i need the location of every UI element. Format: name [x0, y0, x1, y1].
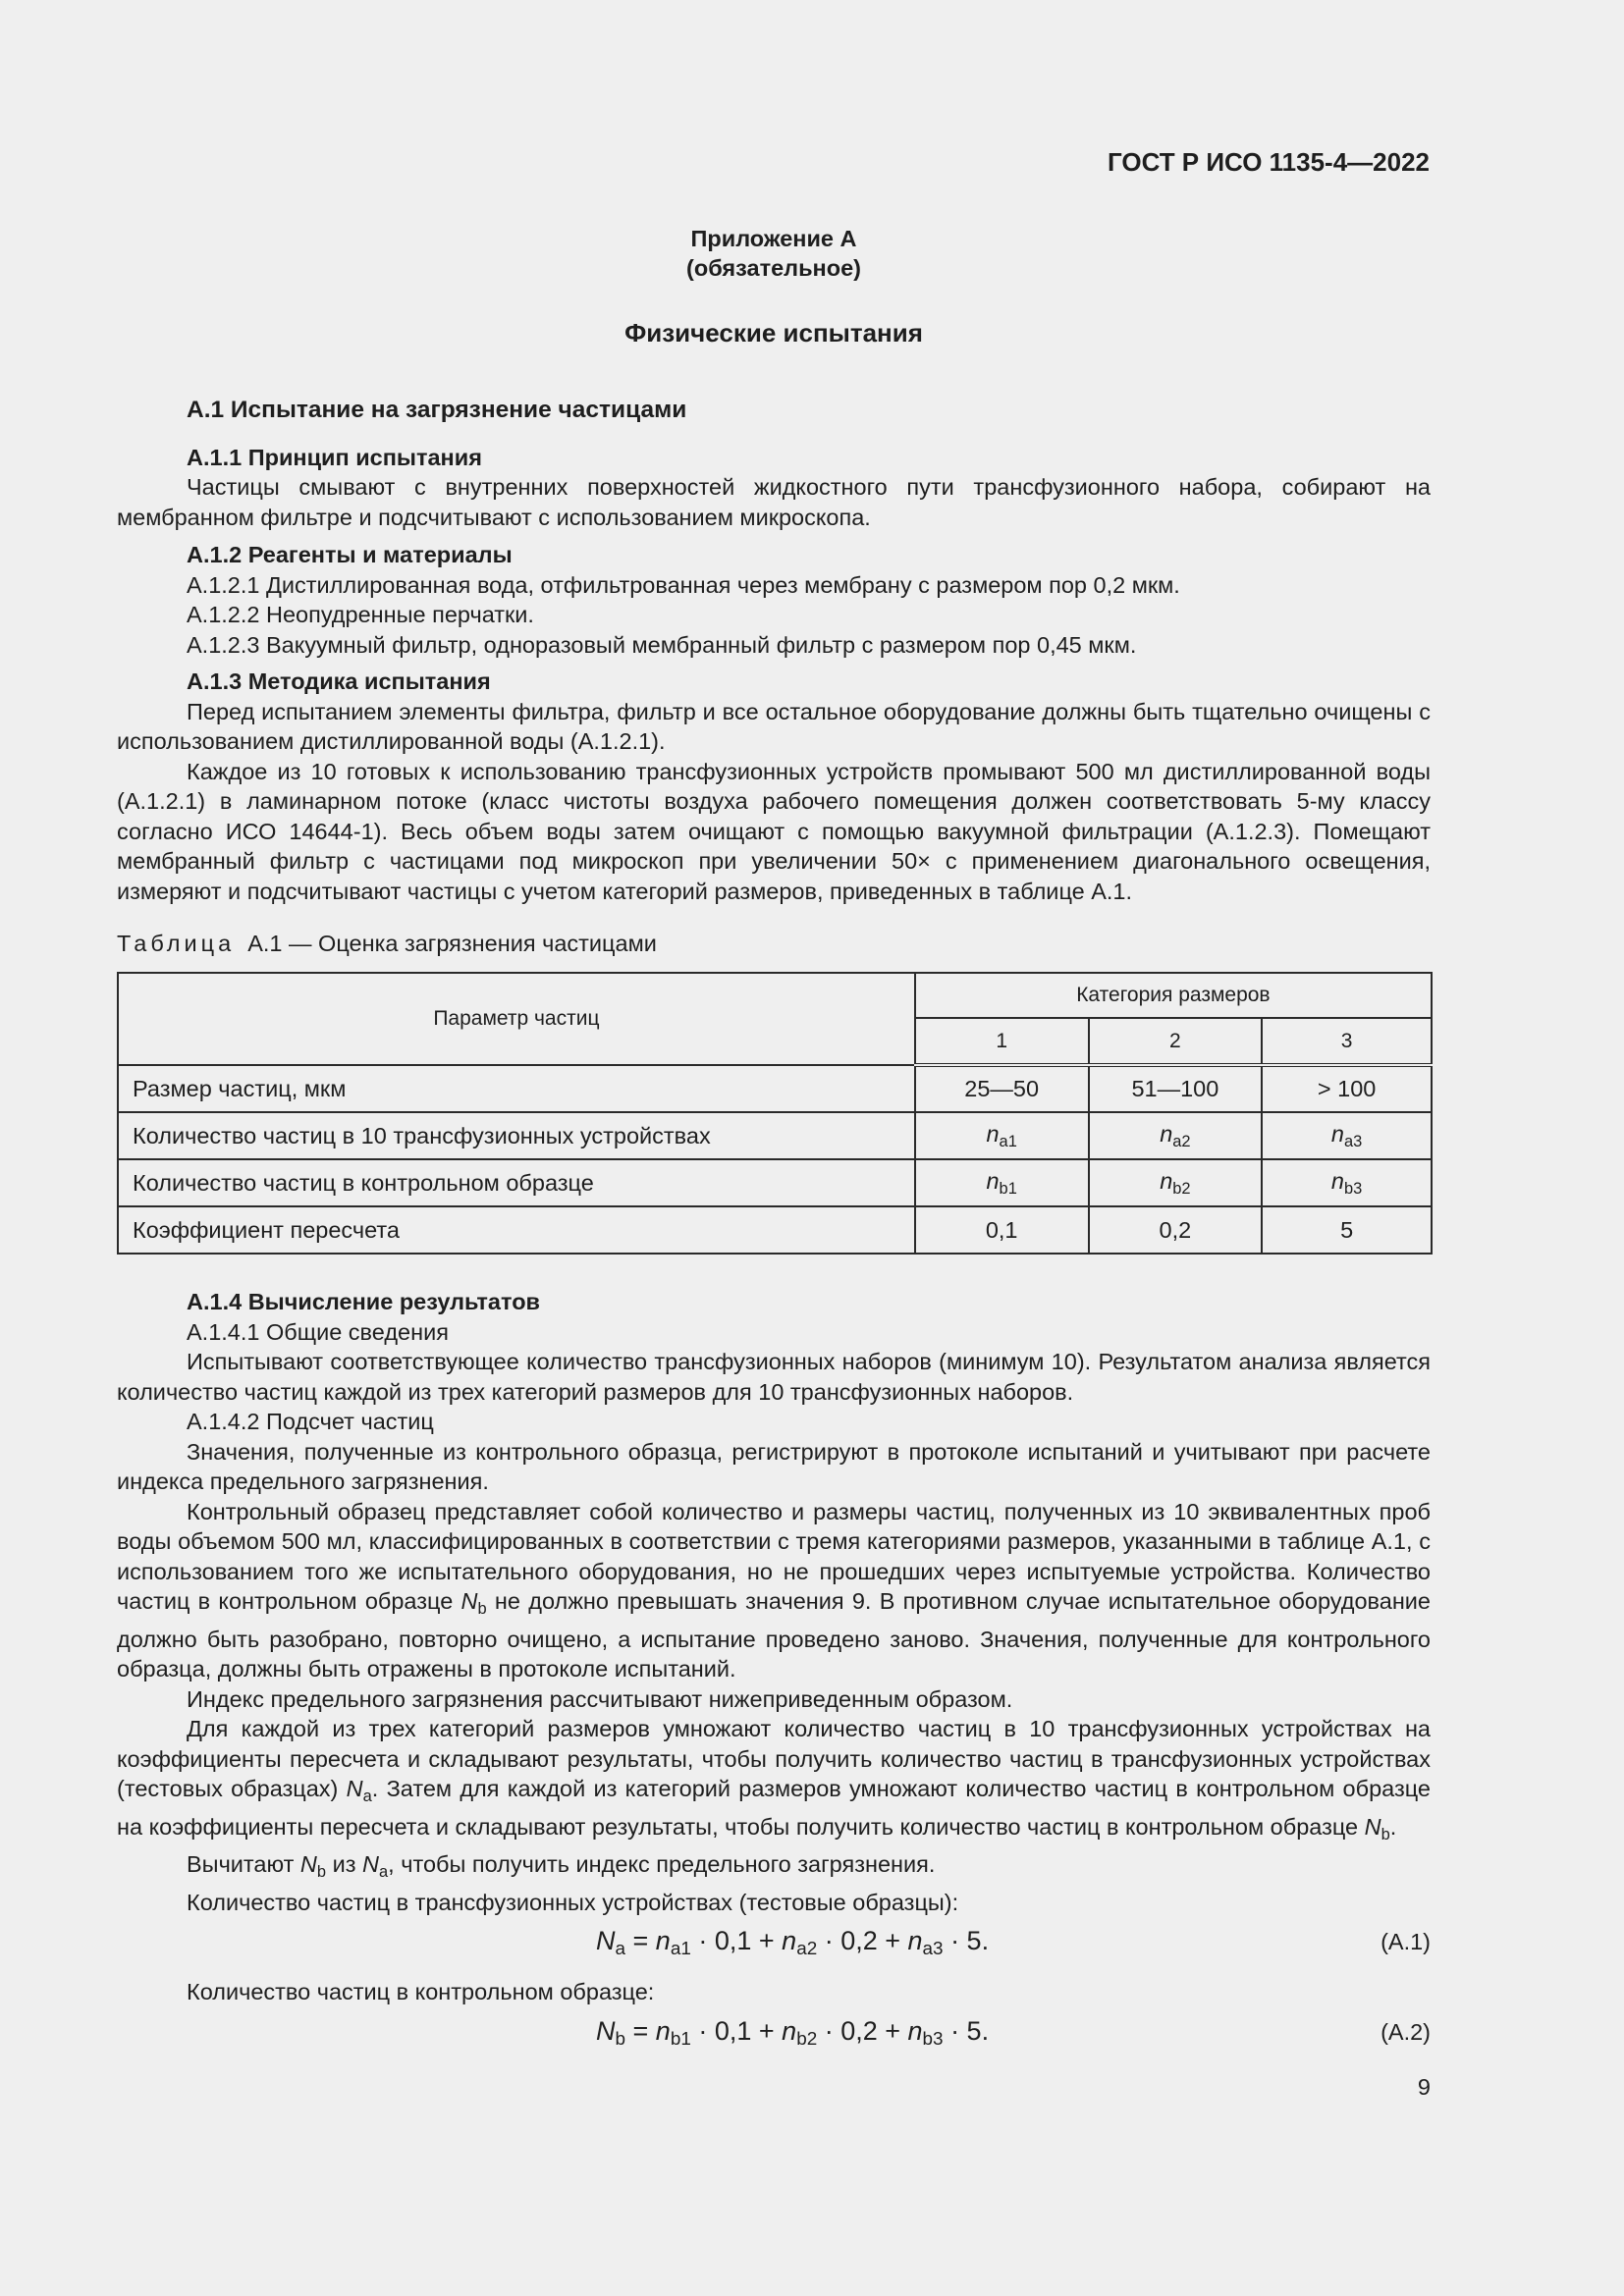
table-header-param: Параметр частиц — [118, 973, 915, 1065]
section-a1-block — [117, 396, 1431, 906]
table-cell: > 100 — [1262, 1065, 1432, 1112]
table-header-category: Категория размеров — [915, 973, 1432, 1018]
table-cell-label: Количество частиц в контрольном образце — [118, 1159, 915, 1206]
heading-a12: А.1.2 Реагенты и материалы — [187, 542, 513, 567]
paragraph: Контрольный образец представляет собой количество и размеры частиц, полученных из 10 эквивалентных проб воды объемом 500 мл, классифицированных в соответствии с тремя категориями размеров, указанными в таблице А.1, с использованием того же испытательного оборудования, но не прошедших через испытуемые устройства. Количество частиц в контрольном образце $N_b$ не должно превышать значения 9. В противном случае испытательное оборудование должно быть разобрано, повторно очищено, а испытание проведено заново. Значения, полученные для контрольного образца, должны быть отражены в протоколе испытаний. — [117, 1498, 1431, 1682]
formula-a2: $N_b = n_{b1} \cdot 0,1 + n_{b2} \cdot 0,2 + n_{b3} \cdot 5$. — [596, 2016, 990, 2050]
paragraph: Частицы смывают с внутренних поверхностей жидкостного пути трансфузионного набора, собирают на мембранном фильтре и подсчитывают с использованием микроскопа. — [117, 474, 1431, 530]
table-cell: $n_{b3}$ — [1262, 1159, 1432, 1206]
table-caption — [117, 931, 657, 957]
table-row — [118, 1206, 1432, 1254]
table-caption-text: А.1 — Оценка загрязнения частицами — [235, 931, 657, 956]
table-header-cat-2: 2 — [1089, 1018, 1263, 1065]
heading-a142: А.1.4.2 Подсчет частиц — [187, 1409, 434, 1434]
particle-table — [117, 972, 1433, 1255]
formula-number-a1: (А.1) — [1380, 1929, 1431, 1954]
table-cell: 51—100 — [1089, 1065, 1263, 1112]
table-cell: $n_{a3}$ — [1262, 1112, 1432, 1159]
heading-a13: А.1.3 Методика испытания — [187, 668, 491, 694]
formula-number-a2: (А.2) — [1380, 2019, 1431, 2045]
paragraph: Каждое из 10 готовых к использованию трансфузионных устройств промывают 500 мл дистиллированной воды (А.1.2.1) в ламинарном потоке (класс чистоты воздуха рабочего помещения должен соответствовать 5-му классу согласно ИСО 14644-1). Весь объем воды затем очищают с помощью вакуумной фильтрации (А.1.2.3). Помещают мембранный фильтр с частицами под микроскоп при увеличении 50× с применением диагонального освещения, измеряют и подсчитывают частицы с учетом категорий размеров, приведенных в таблице А.1. — [117, 758, 1431, 904]
heading-a141: А.1.4.1 Общие сведения — [187, 1318, 449, 1345]
table-cell: $n_{a1}$ — [915, 1112, 1089, 1159]
paragraph: А.1.2.3 Вакуумный фильтр, одноразовый мембранный фильтр с размером пор 0,45 мкм. — [187, 631, 1137, 658]
paragraph: Количество частиц в трансфузионных устройствах (тестовые образцы): — [187, 1889, 959, 1915]
table-row — [118, 1159, 1432, 1206]
paragraph: А.1.2.1 Дистиллированная вода, отфильтрованная через мембрану с размером пор 0,2 мкм. — [187, 571, 1180, 598]
table-cell: $n_{b1}$ — [915, 1159, 1089, 1206]
paragraph: Количество частиц в контрольном образце: — [187, 1979, 655, 2004]
paragraph: Вычитают $N_b$ из $N_a$, чтобы получить индекс предельного загрязнения. — [187, 1851, 936, 1881]
table-cell: 25—50 — [915, 1065, 1089, 1112]
paragraph: Значения, полученные из контрольного образца, регистрируют в протоколе испытаний и учитывают при расчете индекса предельного загрязнения. — [117, 1438, 1431, 1494]
paragraph: А.1.2.2 Неопудренные перчатки. — [187, 602, 534, 627]
paragraph: Индекс предельного загрязнения рассчитывают нижеприведенным образом. — [187, 1685, 1013, 1712]
heading-a1: А.1 Испытание на загрязнение частицами — [187, 397, 687, 423]
table-cell: 0,2 — [1089, 1206, 1263, 1254]
paragraph: Для каждой из трех категорий размеров умножают количество частиц в 10 трансфузионных устройствах на коэффициенты пересчета и складывают результаты, чтобы получить количество частиц в трансфузионных устройствах (тестовых образцах) $N_a$. Затем для каждой из категорий размеров умножают количество частиц в контрольном образце на коэффициенты пересчета и складывают результаты, чтобы получить количество частиц в контрольном образце $N_b$. — [117, 1716, 1431, 1843]
table-caption-prefix: Таблица — [117, 931, 236, 956]
table-row — [118, 1112, 1432, 1159]
table-cell: $n_{b2}$ — [1089, 1159, 1263, 1206]
table-cell-label: Коэффициент пересчета — [118, 1206, 915, 1254]
table-header-row — [118, 973, 1432, 1018]
table-cell-label: Количество частиц в 10 трансфузионных устройствах — [118, 1112, 915, 1159]
paragraph: Испытывают соответствующее количество трансфузионных наборов (минимум 10). Результатом анализа является количество частиц каждой из трех категорий размеров для 10 трансфузионных наборов. — [117, 1349, 1431, 1405]
table-cell: 5 — [1262, 1206, 1432, 1254]
table-cell: $n_{a2}$ — [1089, 1112, 1263, 1159]
table-row — [118, 1065, 1432, 1112]
paragraph: Перед испытанием элементы фильтра, фильтр и все остальное оборудование должны быть тщательно очищены с использованием дистиллированной воды (А.1.2.1). — [117, 698, 1431, 754]
appendix-title: Приложение А — [690, 226, 857, 251]
table-header-cat-3: 3 — [1262, 1018, 1432, 1065]
formula-a1: $N_a = n_{a1} \cdot 0,1 + n_{a2} \cdot 0,2 + n_{a3} \cdot 5$. — [596, 1926, 990, 1959]
appendix-status: (обязательное) — [686, 255, 861, 281]
heading-a11: А.1.1 Принцип испытания — [187, 444, 482, 470]
paragraph-block — [117, 1977, 1431, 2007]
table-cell-label: Размер частиц, мкм — [118, 1065, 915, 1112]
page-number: 9 — [1417, 2074, 1431, 2100]
appendix-heading — [117, 224, 1431, 283]
section-a14-block — [117, 1287, 1431, 1917]
appendix-name: Физические испытания — [624, 318, 923, 347]
table-cell: 0,1 — [915, 1206, 1089, 1254]
standard-designation: ГОСТ Р ИСО 1135-4—2022 — [1107, 147, 1430, 177]
heading-a14: А.1.4 Вычисление результатов — [187, 1289, 540, 1314]
table-header-cat-1: 1 — [915, 1018, 1089, 1065]
